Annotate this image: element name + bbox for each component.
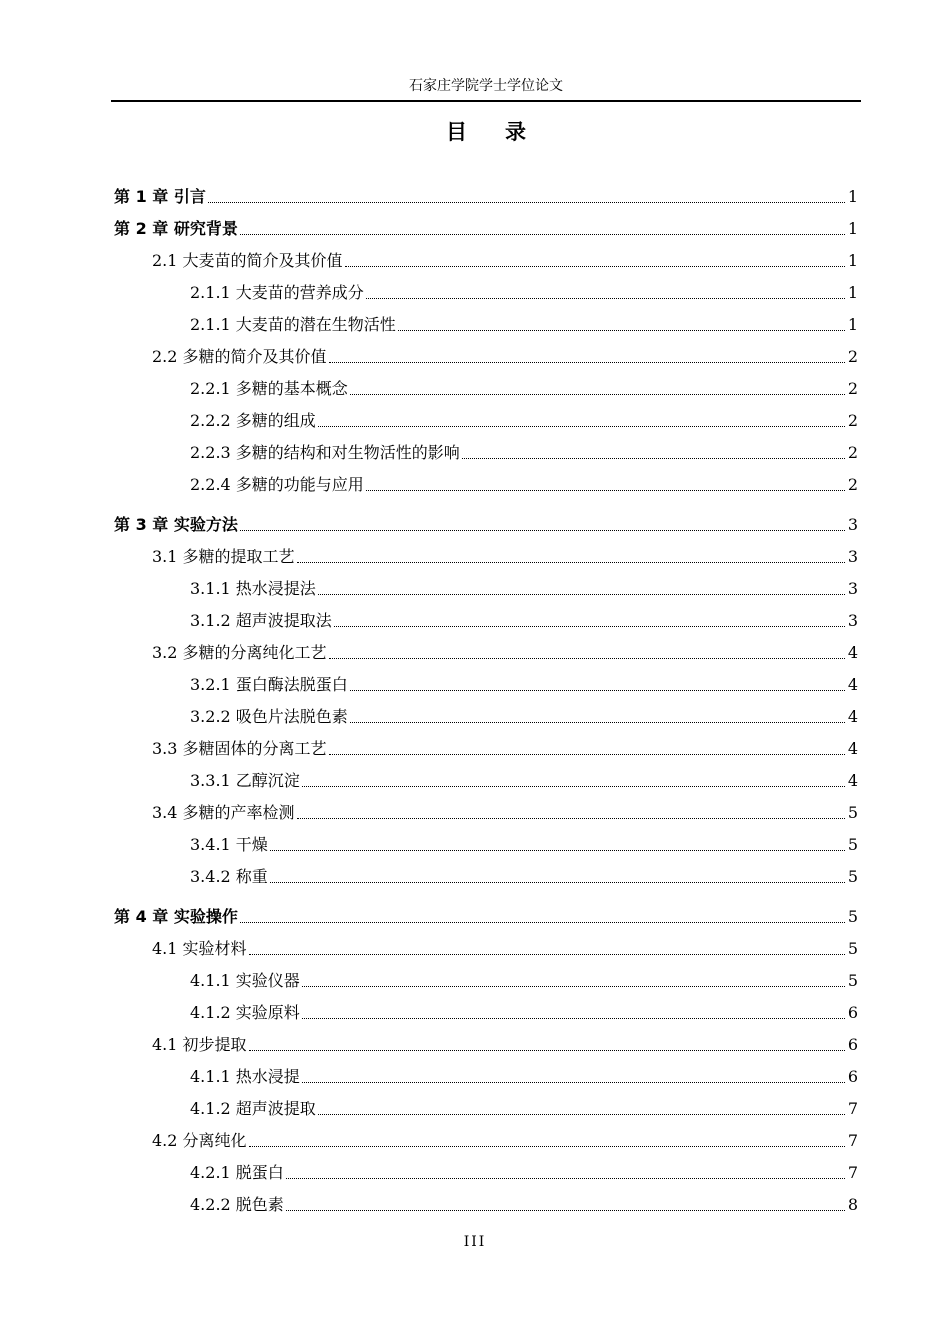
toc-entry-page: 3	[847, 547, 858, 566]
toc-entry[interactable]	[152, 642, 858, 664]
toc-entry[interactable]	[190, 834, 858, 856]
toc-entry[interactable]	[152, 250, 858, 272]
toc-entry-label: 第 4 章 实验操作	[114, 907, 238, 926]
dot-leader	[398, 330, 845, 331]
toc-entry-page: 4	[847, 771, 858, 790]
toc-entry-label: 3.3.1 乙醇沉淀	[190, 771, 300, 790]
toc-entry-page: 5	[847, 939, 858, 958]
toc-entry-page: 3	[847, 579, 858, 598]
toc-entry-page: 2	[847, 379, 858, 398]
toc-entry-page: 2	[847, 475, 858, 494]
toc-entry-page: 1	[847, 219, 858, 238]
toc-entry[interactable]	[190, 866, 858, 888]
dot-leader	[329, 362, 845, 363]
dot-leader	[302, 986, 845, 987]
dot-leader	[350, 690, 845, 691]
toc-entry-label: 2.1.1 大麦苗的营养成分	[190, 283, 364, 302]
toc-entry-page: 5	[847, 803, 858, 822]
dot-leader	[350, 394, 845, 395]
toc-entry-page: 7	[847, 1163, 858, 1182]
toc-entry[interactable]	[114, 906, 858, 928]
toc-entry-label: 2.2.1 多糖的基本概念	[190, 379, 348, 398]
toc-entry[interactable]	[190, 474, 858, 496]
toc-entry-label: 第 1 章 引言	[114, 187, 206, 206]
toc-entry[interactable]	[190, 1066, 858, 1088]
toc-entry-label: 2.2.2 多糖的组成	[190, 411, 316, 430]
dot-leader	[240, 530, 845, 531]
page-number: III	[463, 1234, 487, 1250]
dot-leader	[270, 882, 845, 883]
toc-entry[interactable]	[190, 1002, 858, 1024]
toc-entry[interactable]	[190, 610, 858, 632]
dot-leader	[249, 1146, 845, 1147]
toc-entry-label: 3.3 多糖固体的分离工艺	[152, 739, 327, 758]
header-rule	[111, 100, 861, 102]
dot-leader	[249, 954, 845, 955]
toc-entry[interactable]	[190, 674, 858, 696]
toc-entry-label: 3.4.1 干燥	[190, 835, 268, 854]
toc-entry-label: 4.2.2 脱色素	[190, 1195, 284, 1214]
toc-entry[interactable]	[152, 346, 858, 368]
toc-entry-page: 2	[847, 411, 858, 430]
toc-entry[interactable]	[152, 1130, 858, 1152]
toc-entry-label: 4.2 分离纯化	[152, 1131, 247, 1150]
dot-leader	[240, 234, 845, 235]
toc-entry-label: 3.4 多糖的产率检测	[152, 803, 295, 822]
dot-leader	[302, 1018, 845, 1019]
dot-leader	[302, 1082, 845, 1083]
toc-entry[interactable]	[152, 802, 858, 824]
dot-leader	[270, 850, 845, 851]
dot-leader	[318, 594, 845, 595]
toc-entry-label: 4.1 初步提取	[152, 1035, 247, 1054]
page-title: 目录	[446, 120, 564, 144]
toc-entry[interactable]	[190, 706, 858, 728]
toc-entry-label: 3.2.1 蛋白酶法脱蛋白	[190, 675, 348, 694]
toc-entry[interactable]	[152, 1034, 858, 1056]
dot-leader	[366, 298, 845, 299]
toc-entry[interactable]	[190, 282, 858, 304]
toc-entry[interactable]	[190, 410, 858, 432]
toc-entry-page: 6	[847, 1003, 858, 1022]
toc-entry-label: 第 3 章 实验方法	[114, 515, 238, 534]
toc-entry-label: 2.2.4 多糖的功能与应用	[190, 475, 364, 494]
toc-entry-page: 4	[847, 707, 858, 726]
toc-entry-label: 3.2.2 吸色片法脱色素	[190, 707, 348, 726]
toc-entry-label: 4.2.1 脱蛋白	[190, 1163, 284, 1182]
toc-entry[interactable]	[114, 218, 858, 240]
toc-entry[interactable]	[190, 1162, 858, 1184]
toc-entry-page: 5	[847, 867, 858, 886]
toc-entry-label: 2.1.1 大麦苗的潜在生物活性	[190, 315, 396, 334]
toc-entry-label: 3.1 多糖的提取工艺	[152, 547, 295, 566]
toc-entry-label: 4.1.1 热水浸提	[190, 1067, 300, 1086]
toc-entry-page: 3	[847, 515, 858, 534]
toc-entry-page: 2	[847, 443, 858, 462]
toc-entry-label: 3.1.2 超声波提取法	[190, 611, 332, 630]
dot-leader	[366, 490, 845, 491]
toc-entry[interactable]	[152, 546, 858, 568]
dot-leader	[334, 626, 845, 627]
toc-entry[interactable]	[190, 1194, 858, 1216]
toc-entry[interactable]	[190, 1098, 858, 1120]
toc-entry[interactable]	[190, 314, 858, 336]
toc-entry-page: 1	[847, 283, 858, 302]
dot-leader	[329, 754, 845, 755]
toc-entry-label: 2.2.3 多糖的结构和对生物活性的影响	[190, 443, 460, 462]
toc-entry[interactable]	[114, 514, 858, 536]
toc-entry-page: 1	[847, 251, 858, 270]
toc-entry[interactable]	[190, 770, 858, 792]
toc-entry[interactable]	[190, 442, 858, 464]
toc-entry-page: 6	[847, 1035, 858, 1054]
toc-entry-label: 3.1.1 热水浸提法	[190, 579, 316, 598]
toc-entry-page: 7	[847, 1099, 858, 1118]
dot-leader	[318, 1114, 845, 1115]
toc-entry-label: 2.1 大麦苗的简介及其价值	[152, 251, 343, 270]
dot-leader	[297, 562, 845, 563]
toc-entry-page: 3	[847, 611, 858, 630]
toc-entry-page: 4	[847, 643, 858, 662]
toc-entry-label: 3.4.2 称重	[190, 867, 268, 886]
toc-entry[interactable]	[152, 738, 858, 760]
dot-leader	[208, 202, 845, 203]
dot-leader	[350, 722, 845, 723]
toc-entry-page: 2	[847, 347, 858, 366]
toc-entry[interactable]	[190, 578, 858, 600]
toc-entry-page: 6	[847, 1067, 858, 1086]
toc-entry[interactable]	[190, 970, 858, 992]
dot-leader	[318, 426, 845, 427]
dot-leader	[462, 458, 845, 459]
running-header: 石家庄学院学士学位论文	[409, 78, 563, 94]
toc-entry-page: 4	[847, 675, 858, 694]
toc-entry-label: 4.1.1 实验仪器	[190, 971, 300, 990]
toc-entry-page: 5	[847, 971, 858, 990]
toc-entry-label: 4.1 实验材料	[152, 939, 247, 958]
toc-entry-page: 1	[847, 187, 858, 206]
toc-entry-label: 4.1.2 实验原料	[190, 1003, 300, 1022]
dot-leader	[240, 922, 845, 923]
toc-entry-page: 4	[847, 739, 858, 758]
toc-entry-page: 8	[847, 1195, 858, 1214]
dot-leader	[286, 1210, 845, 1211]
toc-entry-label: 2.2 多糖的简介及其价值	[152, 347, 327, 366]
dot-leader	[345, 266, 845, 267]
toc-entry-label: 4.1.2 超声波提取	[190, 1099, 316, 1118]
toc-entry-page: 5	[847, 835, 858, 854]
toc-entry-page: 5	[847, 907, 858, 926]
toc-entry[interactable]	[114, 186, 858, 208]
dot-leader	[249, 1050, 845, 1051]
toc-entry-label: 3.2 多糖的分离纯化工艺	[152, 643, 327, 662]
toc-entry[interactable]	[190, 378, 858, 400]
dot-leader	[302, 786, 845, 787]
dot-leader	[329, 658, 845, 659]
toc-entry-page: 1	[847, 315, 858, 334]
dot-leader	[286, 1178, 845, 1179]
toc-entry-label: 第 2 章 研究背景	[114, 219, 238, 238]
toc-entry[interactable]	[152, 938, 858, 960]
dot-leader	[297, 818, 845, 819]
toc-entry-page: 7	[847, 1131, 858, 1150]
